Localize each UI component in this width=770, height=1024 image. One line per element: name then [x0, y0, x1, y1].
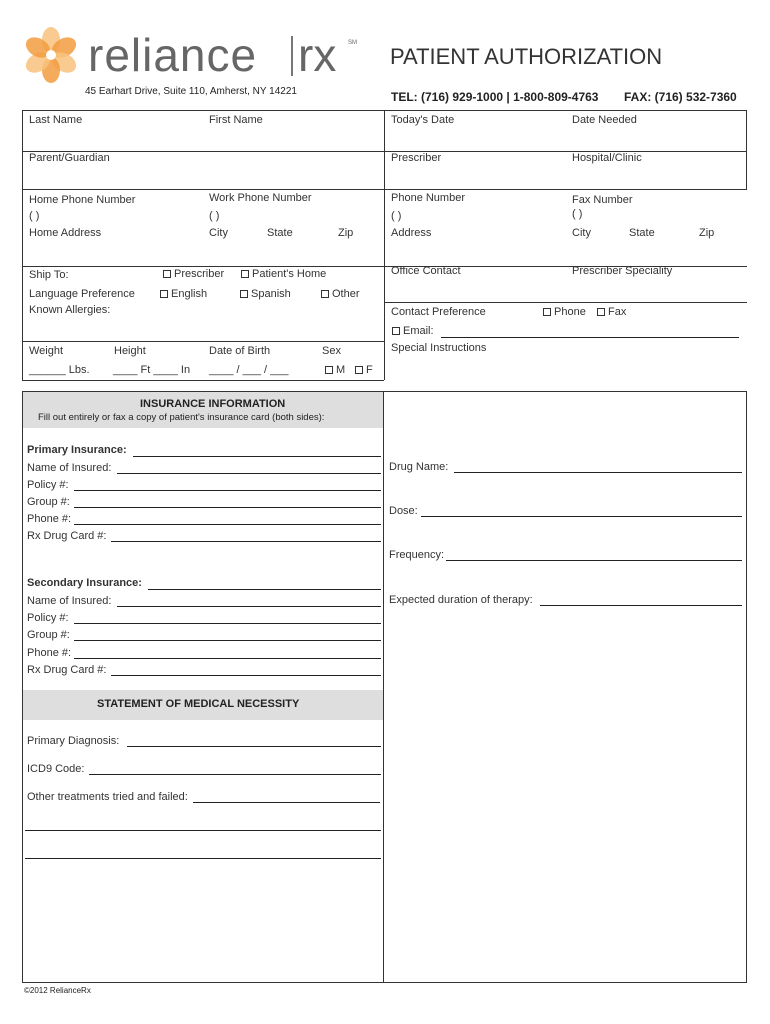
prescriber-zip-label: Zip — [699, 227, 715, 239]
home-phone-paren: ( ) — [29, 210, 40, 222]
dose-label: Dose: — [389, 505, 418, 517]
grid-line — [22, 380, 384, 381]
special-instructions-label: Special Instructions — [391, 342, 487, 354]
allergies-label: Known Allergies: — [29, 304, 111, 316]
ship-prescriber-option[interactable] — [163, 268, 224, 280]
weight-blank[interactable]: ______ Lbs. — [29, 364, 90, 376]
prescriber-phone-paren: ( ) — [391, 210, 402, 222]
ship-home-option[interactable] — [241, 268, 326, 280]
copyright: ©2012 RelianceRx — [24, 986, 91, 995]
checkbox[interactable] — [325, 366, 333, 374]
dob-label: Date of Birth — [209, 345, 271, 357]
prescriber-label: Prescriber — [391, 152, 442, 164]
flower-icon — [22, 26, 80, 84]
prescriber-phone-label: Phone Number — [391, 192, 465, 204]
height-blank[interactable]: ____ Ft ____ In — [113, 364, 191, 376]
option-label: Spanish — [251, 288, 291, 300]
primary-insurance-label: Primary Insurance: — [27, 444, 127, 456]
first-name-label: First Name — [209, 114, 263, 126]
icd9-field[interactable] — [89, 774, 381, 775]
checkbox[interactable] — [321, 290, 329, 298]
primary-rx-card-label: Rx Drug Card #: — [27, 530, 107, 542]
diagnosis-field[interactable] — [127, 746, 381, 747]
checkbox[interactable] — [597, 308, 605, 316]
secondary-policy-field[interactable] — [74, 623, 381, 624]
secondary-insurance-field[interactable] — [148, 589, 381, 590]
checkbox[interactable] — [241, 270, 249, 278]
brand-mark: SM — [348, 40, 357, 46]
necessity-title: STATEMENT OF MEDICAL NECESSITY — [97, 698, 300, 710]
prescriber-state-label: State — [629, 227, 655, 239]
ship-to-label: Ship To: — [29, 269, 69, 281]
prescriber-city-label: City — [572, 227, 591, 239]
company-address: 45 Earhart Drive, Suite 110, Amherst, NY 14221 — [85, 86, 297, 97]
pref-fax-option[interactable] — [597, 306, 626, 318]
option-label: Email: — [403, 325, 434, 337]
option-label: M — [336, 364, 346, 376]
contact-pref-label: Contact Preference — [391, 306, 486, 318]
secondary-name-insured-label: Name of Insured: — [27, 595, 112, 607]
insurance-subtitle: Fill out entirely or fax a copy of patient's insurance card (both sides): — [38, 412, 325, 423]
prescriber-fax-paren: ( ) — [572, 208, 583, 220]
lang-english-option[interactable] — [160, 288, 207, 300]
tel-numbers: TEL: (716) 929-1000 | 1-800-809-4763 — [391, 90, 599, 104]
grid-line — [22, 110, 23, 380]
option-label: Other — [332, 288, 360, 300]
secondary-group-field[interactable] — [74, 640, 381, 641]
checkbox[interactable] — [392, 327, 400, 335]
hospital-label: Hospital/Clinic — [572, 152, 642, 164]
option-label: F — [366, 364, 373, 376]
dose-field[interactable] — [421, 516, 742, 517]
secondary-phone-label: Phone #: — [27, 647, 72, 659]
weight-label: Weight — [29, 345, 64, 357]
home-phone-label: Home Phone Number — [29, 194, 136, 206]
grid-line — [22, 341, 384, 342]
office-contact-label: Office Contact — [391, 265, 461, 277]
speciality-label: Prescriber Speciality — [572, 265, 673, 277]
sex-m-option[interactable] — [325, 364, 345, 376]
secondary-name-insured-field[interactable] — [117, 606, 381, 607]
sex-f-option[interactable] — [355, 364, 373, 376]
checkbox[interactable] — [240, 290, 248, 298]
duration-field[interactable] — [540, 605, 742, 606]
lang-spanish-option[interactable] — [240, 288, 291, 300]
secondary-policy-label: Policy #: — [27, 612, 69, 624]
primary-policy-field[interactable] — [74, 490, 381, 491]
other-treatments-field[interactable] — [193, 802, 380, 803]
home-address-label: Home Address — [29, 227, 102, 239]
drug-name-label: Drug Name: — [389, 461, 449, 473]
work-phone-paren: ( ) — [209, 210, 220, 222]
sex-label: Sex — [322, 345, 341, 357]
other-treatments-label: Other treatments tried and failed: — [27, 791, 188, 803]
secondary-phone-field[interactable] — [74, 658, 381, 659]
checkbox[interactable] — [163, 270, 171, 278]
icd9-label: ICD9 Code: — [27, 763, 85, 775]
secondary-group-label: Group #: — [27, 629, 70, 641]
email-option[interactable] — [392, 325, 434, 337]
state-label: State — [267, 227, 293, 239]
secondary-rx-card-field[interactable] — [111, 675, 381, 676]
zip-label: Zip — [338, 227, 354, 239]
checkbox[interactable] — [160, 290, 168, 298]
checkbox[interactable] — [355, 366, 363, 374]
secondary-insurance-label: Secondary Insurance: — [27, 577, 142, 589]
grid-line — [384, 302, 747, 303]
frequency-field[interactable] — [446, 560, 742, 561]
checkbox[interactable] — [543, 308, 551, 316]
fax-number: FAX: (716) 532-7360 — [624, 90, 737, 104]
height-label: Height — [114, 345, 146, 357]
pref-phone-option[interactable] — [543, 306, 586, 318]
drug-name-field[interactable] — [454, 472, 742, 473]
brand-suffix: rx — [298, 29, 337, 81]
city-label: City — [209, 227, 228, 239]
grid-line — [384, 110, 385, 380]
diagnosis-label: Primary Diagnosis: — [27, 735, 120, 747]
brand-name: reliance — [88, 29, 258, 81]
prescriber-fax-label: Fax Number — [572, 194, 633, 206]
primary-group-label: Group #: — [27, 496, 70, 508]
duration-label: Expected duration of therapy: — [389, 594, 533, 606]
dob-blank[interactable]: ____ / ___ / ___ — [209, 364, 289, 376]
lang-other-option[interactable] — [321, 288, 360, 300]
date-needed-label: Date Needed — [572, 114, 637, 126]
column-divider — [383, 391, 384, 983]
logo — [22, 26, 362, 86]
email-field[interactable] — [441, 337, 739, 338]
option-label: Patient's Home — [252, 268, 327, 280]
todays-date-label: Today's Date — [391, 114, 455, 126]
primary-phone-label: Phone #: — [27, 513, 72, 525]
option-label: English — [171, 288, 208, 300]
grid-line — [746, 110, 747, 189]
insurance-title: INSURANCE INFORMATION — [140, 398, 286, 410]
primary-phone-field[interactable] — [74, 524, 381, 525]
language-label: Language Preference — [29, 288, 135, 300]
primary-group-field[interactable] — [74, 507, 381, 508]
page-title: PATIENT AUTHORIZATION — [390, 44, 663, 69]
prescriber-address-label: Address — [391, 227, 432, 239]
other-treatments-line-3[interactable] — [25, 858, 381, 859]
last-name-label: Last Name — [29, 114, 83, 126]
other-treatments-line-2[interactable] — [25, 830, 381, 831]
option-label: Phone — [554, 306, 586, 318]
primary-policy-label: Policy #: — [27, 479, 69, 491]
primary-rx-card-field[interactable] — [111, 541, 381, 542]
lower-form-frame — [22, 391, 747, 983]
secondary-rx-card-label: Rx Drug Card #: — [27, 664, 107, 676]
option-label: Prescriber — [174, 268, 225, 280]
frequency-label: Frequency: — [389, 549, 445, 561]
work-phone-label: Work Phone Number — [209, 192, 312, 204]
primary-insurance-field[interactable] — [133, 456, 381, 457]
primary-name-insured-field[interactable] — [117, 473, 381, 474]
option-label: Fax — [608, 306, 627, 318]
brand-divider — [291, 36, 293, 76]
parent-guardian-label: Parent/Guardian — [29, 152, 110, 164]
primary-name-insured-label: Name of Insured: — [27, 462, 112, 474]
